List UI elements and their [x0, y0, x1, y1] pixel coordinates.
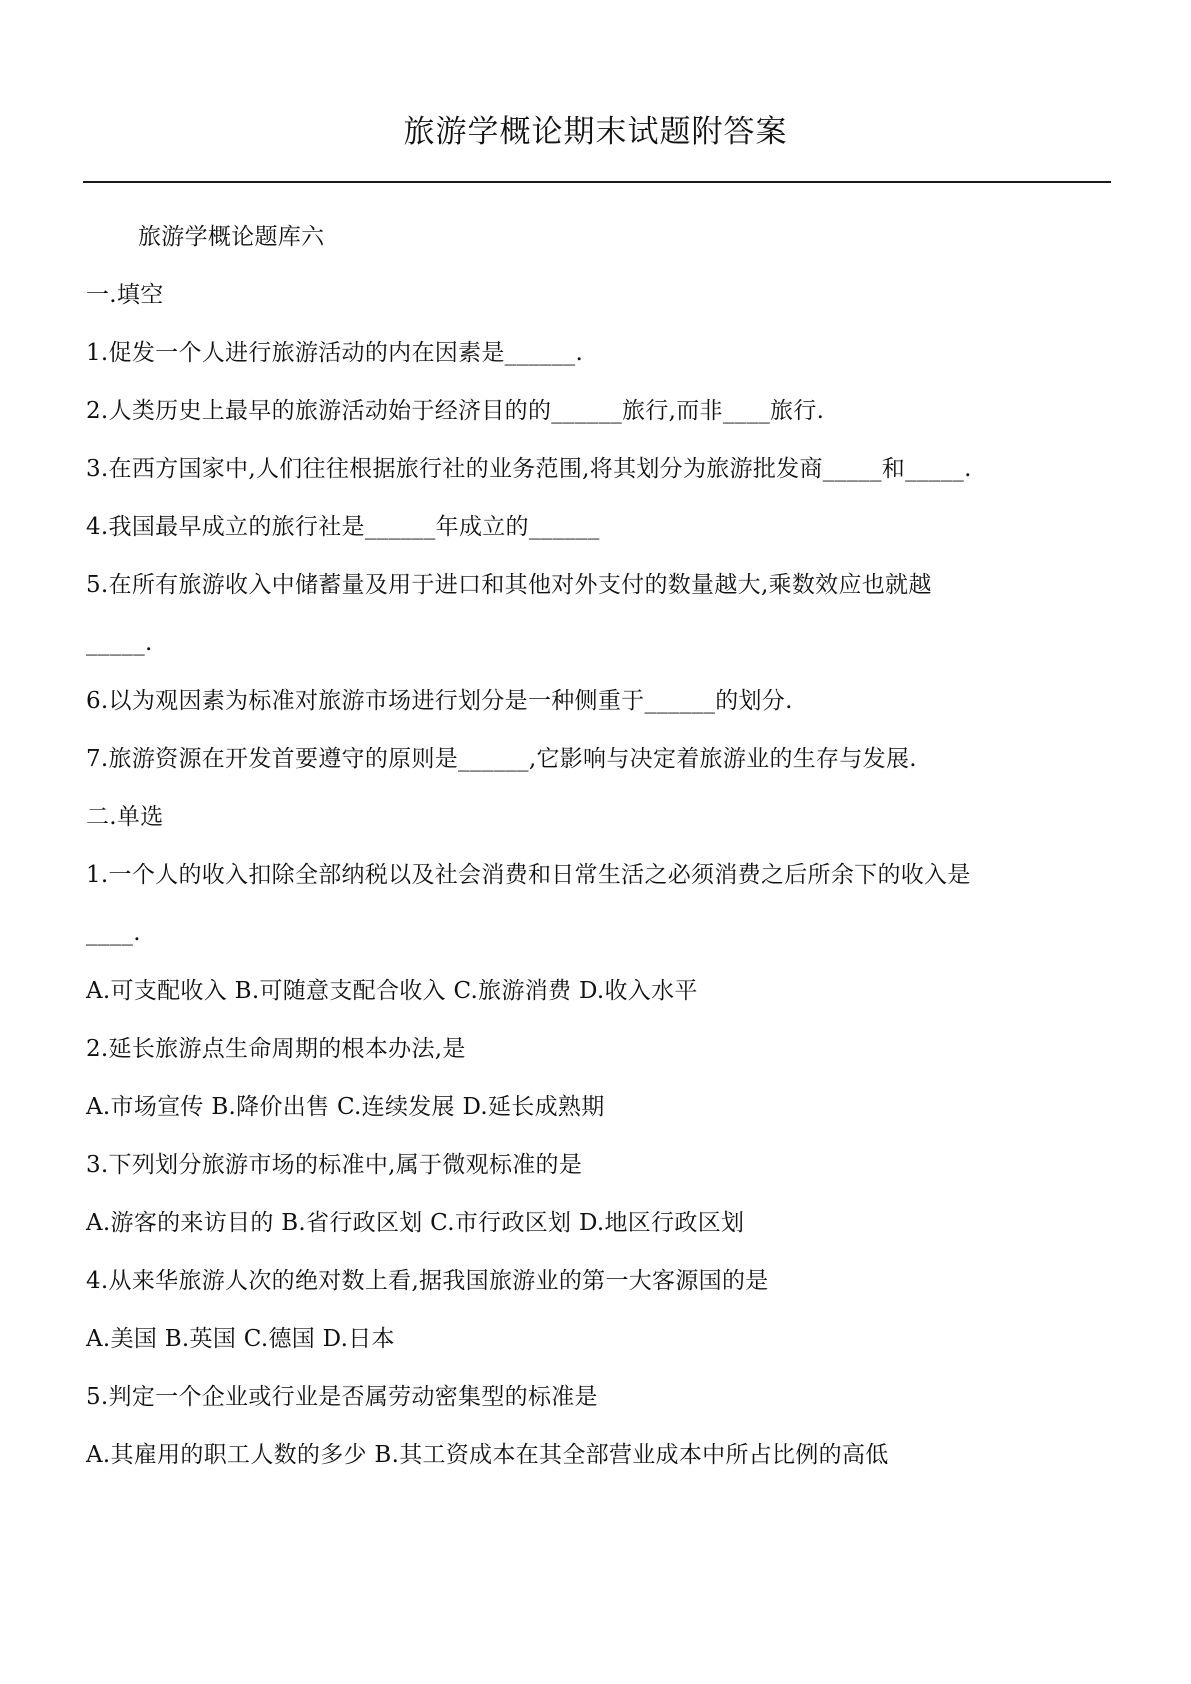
answer-options: A.市场宣传 B.降价出售 C.连续发展 D.延长成熟期 — [86, 1094, 605, 1120]
question-line: 1.一个人的收入扣除全部纳税以及社会消费和日常生活之必须消费之后所余下的收入是 — [86, 862, 971, 888]
question-line: 4.从来华旅游人次的绝对数上看,据我国旅游业的第一大客源国的是 — [86, 1268, 769, 1294]
answer-options: A.其雇用的职工人数的多少 B.其工资成本在其全部营业成本中所占比例的高低 — [86, 1442, 889, 1468]
question-line: 5.判定一个企业或行业是否属劳动密集型的标准是 — [86, 1384, 598, 1410]
document-title: 旅游学概论期末试题附答案 — [403, 114, 788, 150]
question-line: 7.旅游资源在开发首要遵守的原则是______,它影响与决定着旅游业的生存与发展. — [86, 746, 917, 772]
answer-options: A.可支配收入 B.可随意支配合收入 C.旅游消费 D.收入水平 — [86, 978, 698, 1004]
question-continuation: ____. — [86, 920, 141, 946]
question-line: 3.下列划分旅游市场的标准中,属于微观标准的是 — [86, 1152, 583, 1178]
question-line: 6.以为观因素为标准对旅游市场进行划分是一种侧重于______的划分. — [86, 688, 793, 714]
question-line: 5.在所有旅游收入中储蓄量及用于进口和其他对外支付的数量越大,乘数效应也就越 — [86, 572, 932, 598]
section-heading-fill-blank: 一.填空 — [86, 282, 164, 308]
answer-options: A.美国 B.英国 C.德国 D.日本 — [86, 1326, 395, 1352]
question-line: 2.延长旅游点生命周期的根本办法,是 — [86, 1036, 466, 1062]
question-line: 4.我国最早成立的旅行社是______年成立的______ — [86, 514, 600, 540]
section-heading-single-choice: 二.单选 — [86, 804, 164, 830]
title-divider — [83, 181, 1111, 183]
question-continuation: _____. — [86, 630, 153, 656]
bank-heading: 旅游学概论题库六 — [138, 224, 325, 250]
question-line: 2.人类历史上最早的旅游活动始于经济目的的______旅行,而非____旅行. — [86, 398, 825, 424]
answer-options: A.游客的来访目的 B.省行政区划 C.市行政区划 D.地区行政区划 — [86, 1210, 745, 1236]
question-line: 3.在西方国家中,人们往往根据旅行社的业务范围,将其划分为旅游批发商_____和_____. — [86, 456, 972, 482]
question-line: 1.促发一个人进行旅游活动的内在因素是______. — [86, 340, 584, 366]
